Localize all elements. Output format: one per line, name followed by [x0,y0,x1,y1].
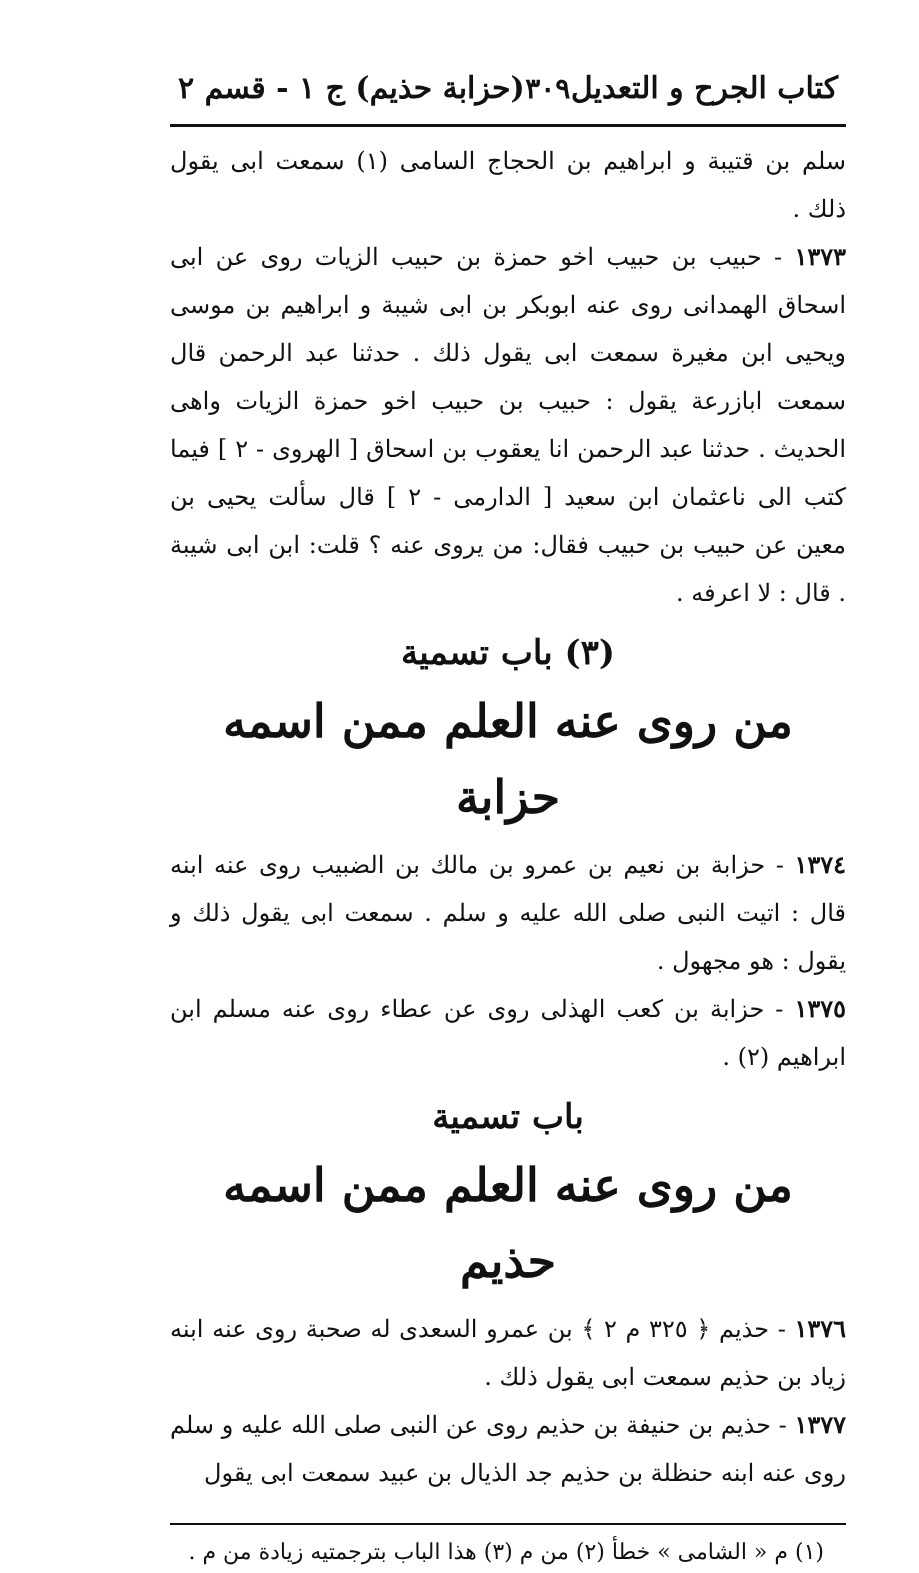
chapter-heading-small: باب تسمية [432,1097,584,1137]
entry-text: - حزابة بن كعب الهذلى روى عن عطاء روى عنه مسلم ابن ابراهيم (٢) . [170,995,846,1071]
page-number: ٣٠٩ [525,72,571,105]
book-title: كتاب الجرح و التعديل [570,71,838,106]
entry-1375 [170,985,846,1081]
entry-text: - حزابة بن نعيم بن عمرو بن مالك بن الضبيب روى عنه ابنه قال : اتيت النبى صلى الله عليه و سلم . سمعت ابى يقول ذلك و يقول : هو مجهول . [170,851,846,975]
entry-1373 [170,233,846,617]
entry-number: ١٣٧٣ [794,242,846,271]
entry-number: ١٣٧٧ [794,1410,846,1439]
footnote: (١) م « الشامى » خطأ (٢) من م (٣) هذا الباب بترجمتيه زيادة من م . [188,1540,824,1565]
chapter-heading-large: من روى عنه العلم ممن اسمه حذيم [223,1158,793,1288]
entry-1377 [170,1401,846,1497]
section-reference: (حزابة حذيم) ج ١ - قسم ٢ [178,71,525,106]
entry-number: ١٣٧٦ [794,1314,846,1343]
entry-number: ١٣٧٤ [794,850,846,879]
entry-text: - حبيب بن حبيب اخو حمزة بن حبيب الزيات روى عن ابى اسحاق الهمدانى روى عنه ابوبكر بن ابى شيبة و ابراهيم بن موسى ويحيى ابن مغيرة سمعت ابى يقول ذلك . حدثنا عبد الرحمن قال سمعت ابازرعة يقول : حبيب بن حبيب اخو حمزة الزيات واهى الحديث . حدثنا عبد الرحمن انا يعقوب بن اسحاق [ الهروى - ٢ ] فيما كتب الى ناعثمان ابن سعيد [ الدارمى - ٢ ] قال سألت يحيى بن معين عن حبيب بن حبيب فقال: من يروى عنه ؟ قلت: ابن ابى شيبة . قال : لا اعرفه . [170,243,846,607]
entry-text: - حذيم ﴿ ٣٢٥ م ٢ ﴾ بن عمرو السعدى له صحبة روى عنه ابنه زياد بن حذيم سمعت ابى يقول ذلك . [170,1315,846,1391]
footnote-rule [170,1523,846,1525]
entry-text: - حذيم بن حنيفة بن حذيم روى عن النبى صلى الله عليه و سلم روى عنه ابنه حنظلة بن حذيم جد الذيال بن عبيد سمعت ابى يقول [170,1411,846,1487]
chapter-heading-small: (٣) باب تسمية [401,633,615,673]
chapter-heading-large: من روى عنه العلم ممن اسمه حزابة [223,694,793,824]
document-page [170,60,846,1573]
entry-number: ١٣٧٥ [794,994,846,1023]
header-rule [170,124,846,127]
running-header [170,60,846,118]
continuation-paragraph: سلم بن قتيبة و ابراهيم بن الحجاج السامى (١) سمعت ابى يقول ذلك . [170,147,847,223]
entry-1376 [170,1305,846,1401]
entry-1374 [170,841,846,985]
